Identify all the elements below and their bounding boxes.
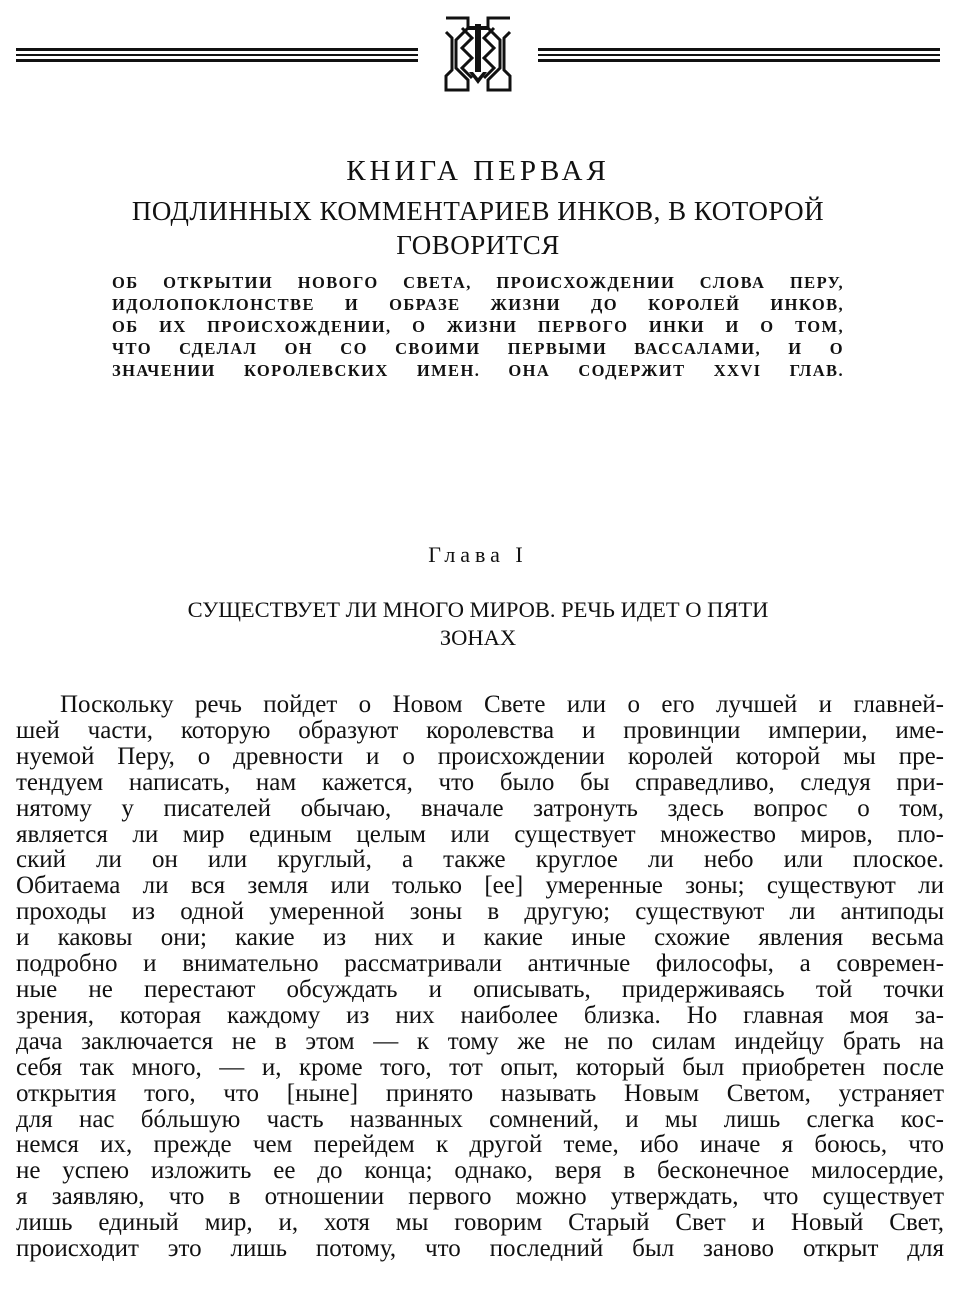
body-line: зрения, которая каждому из них наиболее близка. Но главная моя за- [16, 1001, 944, 1029]
book-subtitle-line: ГОВОРИТСЯ [396, 230, 560, 260]
body-paragraph [16, 692, 944, 1262]
chapter-title-line: ЗОНАХ [439, 625, 517, 650]
book-summary [112, 272, 844, 382]
body-line: проходы из одной умеренной зоны в другую; существуют ли антиподы [16, 898, 944, 926]
body-line: и каковы они; какие из них и какие иные схожие явления весьма [16, 924, 944, 952]
chapter-title [0, 596, 956, 652]
body-line: является ли мир единым целым или существует множество миров, пло- [16, 820, 944, 848]
body-line: я заявляю, что в отношении первого можно утверждать, что существует [16, 1183, 944, 1211]
body-line: Обитаема ли вся земля или только [ее] умеренные зоны; существуют ли [16, 872, 944, 900]
summary-line: ЗНАЧЕНИИ КОРОЛЕВСКИХ ИМЕН. ОНА СОДЕРЖИТ XXVI ГЛАВ. [112, 361, 844, 380]
body-line: для нас бóльшую часть названных сомнений, и мы лишь слегка кос- [16, 1105, 944, 1133]
summary-line: ОБ ИХ ПРОИСХОЖДЕНИИ, О ЖИЗНИ ПЕРВОГО ИНКИ И О ТОМ, [112, 317, 844, 336]
summary-line: ИДОЛОПОКЛОНСТВЕ И ОБРАЗЕ ЖИЗНИ ДО КОРОЛЕЙ ИНКОВ, [112, 295, 844, 314]
body-line: тендуем написать, нам кажется, что было бы справедливо, следуя при- [16, 768, 944, 796]
summary-line: ОБ ОТКРЫТИИ НОВОГО СВЕТА, ПРОИСХОЖДЕНИИ СЛОВА ПЕРУ, [112, 273, 844, 292]
summary-line: ЧТО СДЕЛАЛ ОН СО СВОИМИ ПЕРВЫМИ ВАССАЛАМИ, И О [112, 339, 844, 358]
header-ornament [16, 14, 940, 94]
body-line: ский ли он или круглый, а также круглое ли небо или плоское. [16, 846, 944, 874]
body-line: нуемой Перу, о древности и о происхождении королей которой мы пре- [16, 742, 944, 770]
ornament-rule-right [538, 48, 940, 62]
body-line: открытия того, что [ныне] принято называть Новым Светом, устраняет [16, 1079, 944, 1107]
body-line: происходит это лишь потому, что последний был заново открыт для [16, 1235, 944, 1263]
chapter-title-line: СУЩЕСТВУЕТ ЛИ МНОГО МИРОВ. РЕЧЬ ИДЕТ О ПЯТИ [187, 597, 769, 622]
body-line: лишь единый мир, и, хотя мы говорим Старый Свет и Новый Свет, [16, 1209, 944, 1237]
chapter-number: Глава I [428, 542, 528, 567]
book-subtitle-line: ПОДЛИННЫХ КОММЕНТАРИЕВ ИНКОВ, В КОТОРОЙ [131, 196, 825, 226]
body-line: немся их, прежде чем перейдем к другой теме, ибо иначе я боюсь, что [16, 1131, 944, 1159]
book-title: КНИГА ПЕРВАЯ [346, 155, 610, 187]
ornament-rule-left [16, 48, 418, 62]
body-line: Поскольку речь пойдет о Новом Свете или о его лучшей и главней- [60, 691, 944, 718]
body-line: ные не перестают обсуждать и описывать, придерживаясь той точки [16, 975, 944, 1003]
book-subtitle [0, 194, 956, 262]
body-line: нятому у писателей обычаю, вначале затронуть здесь вопрос о том, [16, 794, 944, 822]
ornament-emblem-icon [438, 14, 518, 94]
body-line: себя так много, — и, кроме того, тот опыт, который был приобретен после [16, 1053, 944, 1081]
body-line: дача заключается не в этом — к тому же не по силам индейцу брать на [16, 1027, 944, 1055]
body-line: шей части, которую образуют королевства и провинции империи, име- [16, 716, 944, 744]
body-line: не успею изложить ее до конца; однако, веря в бесконечное милосердие, [16, 1157, 944, 1185]
body-line: подробно и внимательно рассматривали античные философы, а современ- [16, 950, 944, 978]
